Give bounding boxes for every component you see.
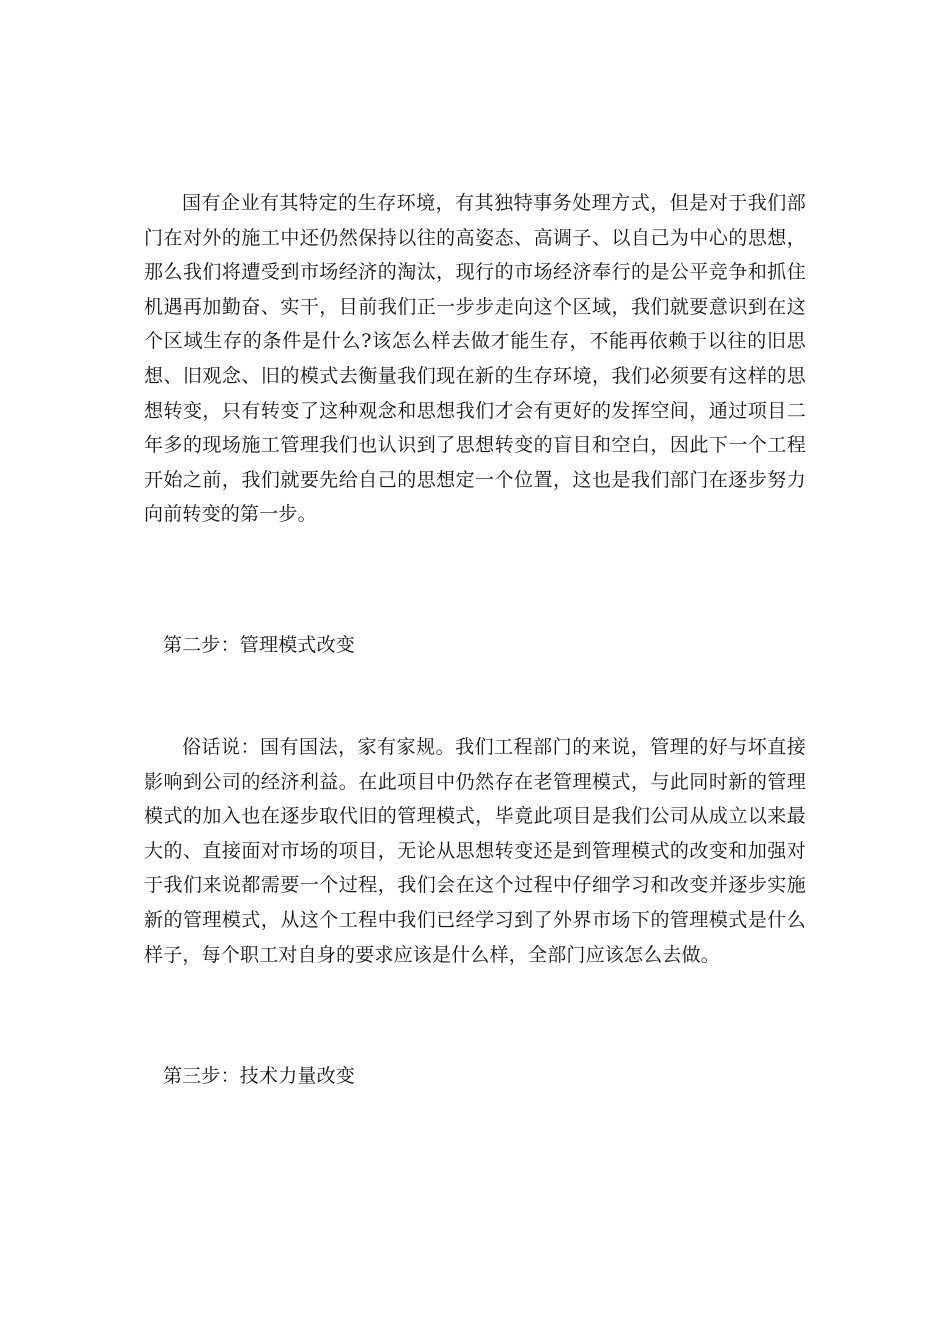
paragraph-thinking-change: 国有企业有其特定的生存环境，有其独特事务处理方式，但是对于我们部门在对外的施工中还仍然保持以往的高姿态、高调子、以自己为中心的思想，那么我们将遭受到市场经济的淘汰，现行的市场经济奉行的是公平竞争和抓住机遇再加勤奋、实干，目前我们正一步步走向这个区域，我们就要意识到在这个区域生存的条件是什么?该怎么样去做才能生存，不能再依赖于以往的旧思想、旧观念、旧的模式去衡量我们现在新的生存环境，我们必须要有这样的思想转变，只有转变了这种观念和思想我们才会有更好的发挥空间，通过项目二年多的现场施工管理我们也认识到了思想转变的盲目和空白，因此下一个工程开始之前，我们就要先给自己的思想定一个位置，这也是我们部门在逐步努力向前转变的第一步。 — [144, 192, 806, 526]
paragraph-management-mode: 俗话说：国有国法，家有家规。我们工程部门的来说，管理的好与坏直接影响到公司的经济利益。在此项目中仍然存在老管理模式，与此同时新的管理模式的加入也在逐步取代旧的管理模式，毕竟此项目是我们公司从成立以来最大的、直接面对市场的项目，无论从思想转变还是到管理模式的改变和加强对于我们来说都需要一个过程，我们会在这个过程中仔细学习和改变并逐步实施新的管理模式，从这个工程中我们已经学习到了外界市场下的管理模式是什么样子，每个职工对自身的要求应该是什么样，全部门应该怎么去做。 — [144, 736, 806, 966]
section-heading-management-mode: 第二步：管理模式改变 — [163, 634, 356, 656]
section-heading-technical-strength: 第三步：技术力量改变 — [163, 1065, 356, 1087]
